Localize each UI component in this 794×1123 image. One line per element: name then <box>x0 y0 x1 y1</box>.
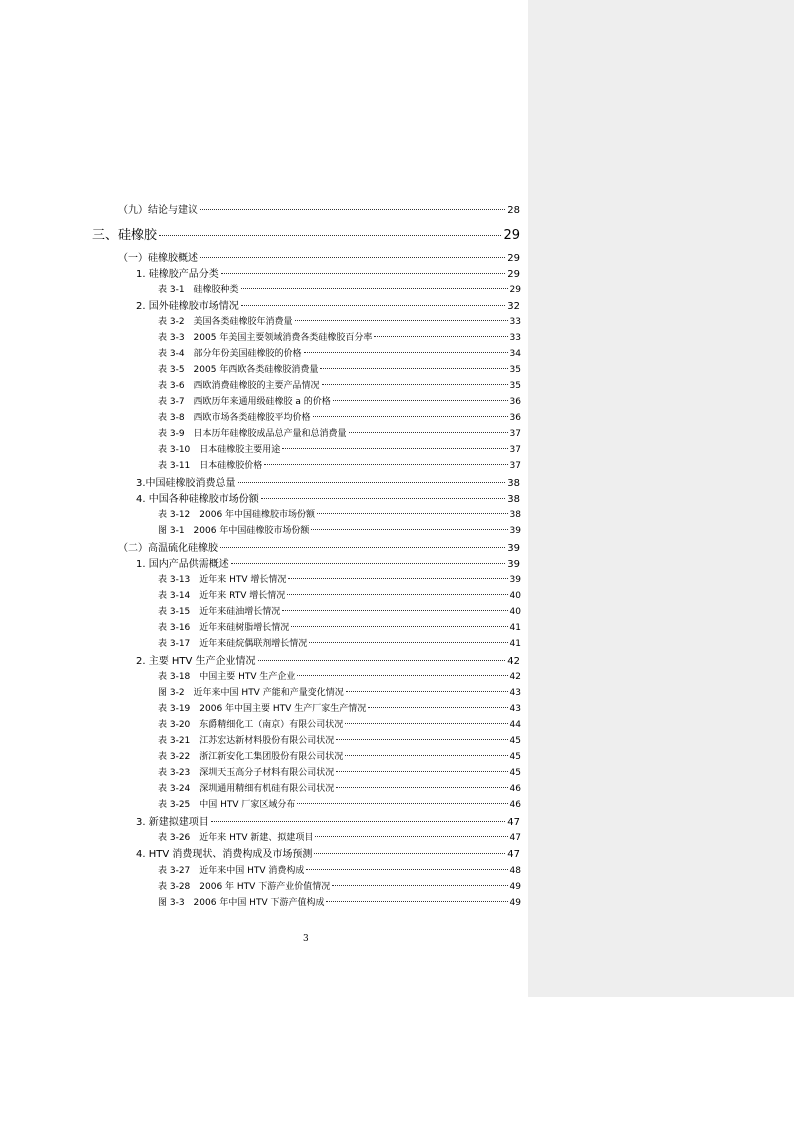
toc-entry-title: 表 3-15 近年来硅油增长情况 <box>158 607 281 617</box>
toc-entry[interactable] <box>136 557 520 572</box>
toc-entry-page: 33 <box>509 333 521 343</box>
toc-entry-page: 41 <box>509 639 521 649</box>
toc-entry[interactable] <box>158 331 521 346</box>
toc-entry-title: 三、硅橡胶 <box>92 228 158 243</box>
toc-entry-page: 29 <box>509 285 521 295</box>
toc-entry-page: 40 <box>509 591 521 601</box>
toc-entry-title: 表 3-17 近年来硅烷偶联剂增长情况 <box>158 639 308 649</box>
toc-entry[interactable] <box>158 750 521 765</box>
toc-entry-title: 表 3-8 西欧市场各类硅橡胶平均价格 <box>158 413 311 423</box>
toc-entry-title: 表 3-19 2006 年中国主要 HTV 生产厂家生产情况 <box>158 704 367 714</box>
toc-entry-title: 表 3-10 日本硅橡胶主要用途 <box>158 445 281 455</box>
toc-leader-dots <box>336 771 507 772</box>
toc-entry-title: 4. HTV 消费现状、消费构成及市场预测 <box>136 849 313 860</box>
toc-leader-dots <box>241 288 508 289</box>
toc-entry-page: 38 <box>509 510 521 520</box>
toc-entry-page: 49 <box>509 898 521 908</box>
toc-leader-dots <box>368 707 507 708</box>
toc-entry-page: 37 <box>509 429 521 439</box>
toc-leader-dots <box>291 626 507 627</box>
toc-entry[interactable] <box>158 896 521 911</box>
toc-leader-dots <box>241 305 506 306</box>
toc-entry-title: 表 3-21 江苏宏达新材料股份有限公司状况 <box>158 736 335 746</box>
toc-leader-dots <box>297 803 507 804</box>
toc-entry-page: 43 <box>509 704 521 714</box>
toc-entry-page: 45 <box>509 768 521 778</box>
toc-entry-title: 4. 中国各种硅橡胶市场份额 <box>136 494 259 505</box>
toc-entry[interactable] <box>158 411 521 426</box>
toc-entry[interactable] <box>158 686 521 701</box>
toc-entry-page: 42 <box>509 672 521 682</box>
toc-entry[interactable] <box>118 541 520 556</box>
toc-entry-page: 34 <box>509 349 521 359</box>
toc-entry-page: 38 <box>507 494 520 505</box>
toc-leader-dots <box>345 755 507 756</box>
toc-entry-page: 35 <box>509 381 521 391</box>
toc-leader-dots <box>282 448 507 449</box>
toc-entry-page: 37 <box>509 445 521 455</box>
toc-leader-dots <box>200 257 505 258</box>
toc-entry[interactable] <box>158 734 521 749</box>
toc-entry-page: 39 <box>509 575 521 585</box>
toc-entry[interactable] <box>158 508 521 523</box>
toc-entry-title: 表 3-11 日本硅橡胶价格 <box>158 461 263 471</box>
toc-entry[interactable] <box>158 589 521 604</box>
toc-entry-title: 表 3-12 2006 年中国硅橡胶市场份额 <box>158 510 316 520</box>
toc-entry[interactable] <box>158 427 521 442</box>
toc-entry-page: 32 <box>507 301 520 312</box>
toc-leader-dots <box>264 464 507 465</box>
toc-leader-dots <box>297 675 507 676</box>
toc-leader-dots <box>345 723 507 724</box>
toc-entry-title: 表 3-26 近年来 HTV 新建、拟建项目 <box>158 833 314 843</box>
toc-entry[interactable] <box>136 299 520 314</box>
toc-entry[interactable] <box>158 670 521 685</box>
toc-entry-page: 39 <box>507 559 520 570</box>
toc-entry-title: 表 3-27 近年来中国 HTV 消费构成 <box>158 866 305 876</box>
toc-leader-dots <box>313 416 508 417</box>
toc-entry-page: 46 <box>509 800 521 810</box>
toc-entry-title: 表 3-25 中国 HTV 厂家区域分布 <box>158 800 296 810</box>
toc-entry-page: 41 <box>509 623 521 633</box>
toc-entry[interactable] <box>136 476 520 491</box>
toc-leader-dots <box>304 352 508 353</box>
toc-entry-title: 表 3-18 中国主要 HTV 生产企业 <box>158 672 296 682</box>
toc-entry-title: 表 3-5 2005 年西欧各类硅橡胶消费量 <box>158 365 319 375</box>
toc-leader-dots <box>288 578 507 579</box>
toc-entry-title: 表 3-2 美国各类硅橡胶年消费量 <box>158 317 293 327</box>
toc-entry[interactable] <box>158 831 521 846</box>
toc-entry-page: 46 <box>509 784 521 794</box>
toc-entry-title: 表 3-3 2005 年美国主要领域消费各类硅橡胶百分率 <box>158 333 373 343</box>
toc-leader-dots <box>317 513 507 514</box>
toc-leader-dots <box>258 660 506 661</box>
toc-entry-title: 表 3-22 浙江新安化工集团股份有限公司状况 <box>158 752 344 762</box>
toc-leader-dots <box>320 368 507 369</box>
toc-entry-page: 45 <box>509 736 521 746</box>
toc-leader-dots <box>374 336 507 337</box>
toc-leader-dots <box>159 235 501 236</box>
toc-entry-page: 28 <box>507 205 520 216</box>
toc-entry-page: 39 <box>507 543 520 554</box>
toc-entry-title: 表 3-28 2006 年 HTV 下游产业价值情况 <box>158 882 331 892</box>
toc-leader-dots <box>200 209 505 210</box>
toc-entry-title: 表 3-23 深圳天玉高分子材料有限公司状况 <box>158 768 335 778</box>
toc-leader-dots <box>332 885 507 886</box>
toc-entry-page: 47 <box>507 817 520 828</box>
toc-entry[interactable] <box>158 283 521 298</box>
toc-entry[interactable] <box>136 492 520 507</box>
toc-entry[interactable] <box>158 395 521 410</box>
toc-entry[interactable] <box>158 315 521 330</box>
toc-entry-title: 2. 主要 HTV 生产企业情况 <box>136 656 256 667</box>
toc-entry-page: 36 <box>509 413 521 423</box>
toc-entry-title: 表 3-9 日本历年硅橡胶成品总产量和总消费量 <box>158 429 347 439</box>
toc-entry-page: 44 <box>509 720 521 730</box>
toc-entry-title: 表 3-24 深圳通用精细有机硅有限公司状况 <box>158 784 335 794</box>
toc-entry-title: 1. 硅橡胶产品分类 <box>136 269 219 280</box>
comment-pane <box>528 0 794 997</box>
toc-entry[interactable] <box>136 847 520 862</box>
toc-leader-dots <box>315 836 507 837</box>
toc-entry-title: 图 3-3 2006 年中国 HTV 下游产值构成 <box>158 898 325 908</box>
toc-leader-dots <box>211 821 506 822</box>
toc-entry[interactable] <box>158 379 521 394</box>
toc-entry-page: 49 <box>509 882 521 892</box>
toc-entry[interactable] <box>136 267 520 282</box>
toc-leader-dots <box>349 432 508 433</box>
toc-entry-title: 表 3-1 硅橡胶种类 <box>158 285 239 295</box>
toc-entry-page: 33 <box>509 317 521 327</box>
toc-leader-dots <box>261 498 506 499</box>
toc-entry-title: 表 3-4 部分年份美国硅橡胶的价格 <box>158 349 302 359</box>
toc-entry[interactable] <box>158 864 521 879</box>
toc-entry[interactable] <box>136 815 520 830</box>
toc-leader-dots <box>295 320 508 321</box>
toc-entry[interactable] <box>158 363 521 378</box>
toc-leader-dots <box>322 384 508 385</box>
toc-entry-page: 43 <box>509 688 521 698</box>
toc-leader-dots <box>311 529 507 530</box>
toc-leader-dots <box>221 273 506 274</box>
toc-entry-title: 表 3-7 西欧历年来通用级硅橡胶 a 的价格 <box>158 397 331 407</box>
toc-entry-title: 图 3-2 近年来中国 HTV 产能和产量变化情况 <box>158 688 344 698</box>
toc-entry-page: 29 <box>503 228 520 243</box>
toc-entry-page: 29 <box>507 253 520 264</box>
toc-entry-page: 29 <box>507 269 520 280</box>
toc-entry-title: 1. 国内产品供需概述 <box>136 559 229 570</box>
toc-entry-page: 42 <box>507 656 520 667</box>
toc-leader-dots <box>346 691 508 692</box>
toc-entry[interactable] <box>118 251 520 266</box>
toc-entry-page: 47 <box>507 849 520 860</box>
toc-entry[interactable] <box>158 702 521 717</box>
page-number: 3 <box>303 934 309 944</box>
toc-entry-title: 图 3-1 2006 年中国硅橡胶市场份额 <box>158 526 310 536</box>
toc-entry-page: 35 <box>509 365 521 375</box>
toc-entry[interactable] <box>118 203 520 218</box>
toc-entry-title: 2. 国外硅橡胶市场情况 <box>136 301 239 312</box>
toc-entry-page: 37 <box>509 461 521 471</box>
toc-entry-title: （二）高温硫化硅橡胶 <box>118 543 218 554</box>
toc-entry-page: 39 <box>509 526 521 536</box>
toc-entry[interactable] <box>158 459 521 474</box>
toc-entry-page: 48 <box>509 866 521 876</box>
toc-entry[interactable] <box>158 766 521 781</box>
toc-entry-title: 表 3-6 西欧消费硅橡胶的主要产品情况 <box>158 381 320 391</box>
toc-leader-dots <box>326 901 507 902</box>
toc-entry-title: 表 3-14 近年来 RTV 增长情况 <box>158 591 286 601</box>
toc-entry-page: 45 <box>509 752 521 762</box>
toc-leader-dots <box>282 610 507 611</box>
toc-entry-title: （九）结论与建议 <box>118 205 198 216</box>
toc-entry-title: 3.中国硅橡胶消费总量 <box>136 478 236 489</box>
toc-entry-page: 40 <box>509 607 521 617</box>
toc-leader-dots <box>220 547 505 548</box>
toc-entry[interactable] <box>158 443 521 458</box>
toc-leader-dots <box>336 787 507 788</box>
toc-entry[interactable] <box>158 718 521 733</box>
toc-entry-title: 表 3-16 近年来硅树脂增长情况 <box>158 623 290 633</box>
toc-leader-dots <box>287 594 507 595</box>
toc-entry[interactable] <box>158 573 521 588</box>
toc-leader-dots <box>306 869 507 870</box>
toc-entry[interactable] <box>158 782 521 797</box>
toc-entry[interactable] <box>158 621 521 636</box>
toc-entry[interactable] <box>92 227 520 245</box>
toc-entry[interactable] <box>158 524 521 539</box>
toc-entry[interactable] <box>136 654 520 669</box>
toc-entry[interactable] <box>158 798 521 813</box>
toc-entry-page: 36 <box>509 397 521 407</box>
toc-entry-page: 38 <box>507 478 520 489</box>
toc-entry-title: 3. 新建拟建项目 <box>136 817 209 828</box>
toc-entry-title: 表 3-13 近年来 HTV 增长情况 <box>158 575 287 585</box>
toc-entry[interactable] <box>158 880 521 895</box>
toc-leader-dots <box>314 853 505 854</box>
toc-leader-dots <box>336 739 507 740</box>
toc-leader-dots <box>309 642 507 643</box>
toc-entry-title: （一）硅橡胶概述 <box>118 253 198 264</box>
toc-entry[interactable] <box>158 637 521 652</box>
toc-entry-page: 47 <box>509 833 521 843</box>
toc-leader-dots <box>333 400 508 401</box>
toc-entry[interactable] <box>158 605 521 620</box>
toc-entry[interactable] <box>158 347 521 362</box>
toc-entry-title: 表 3-20 东爵精细化工（南京）有限公司状况 <box>158 720 344 730</box>
toc-leader-dots <box>238 482 506 483</box>
toc-leader-dots <box>231 563 506 564</box>
